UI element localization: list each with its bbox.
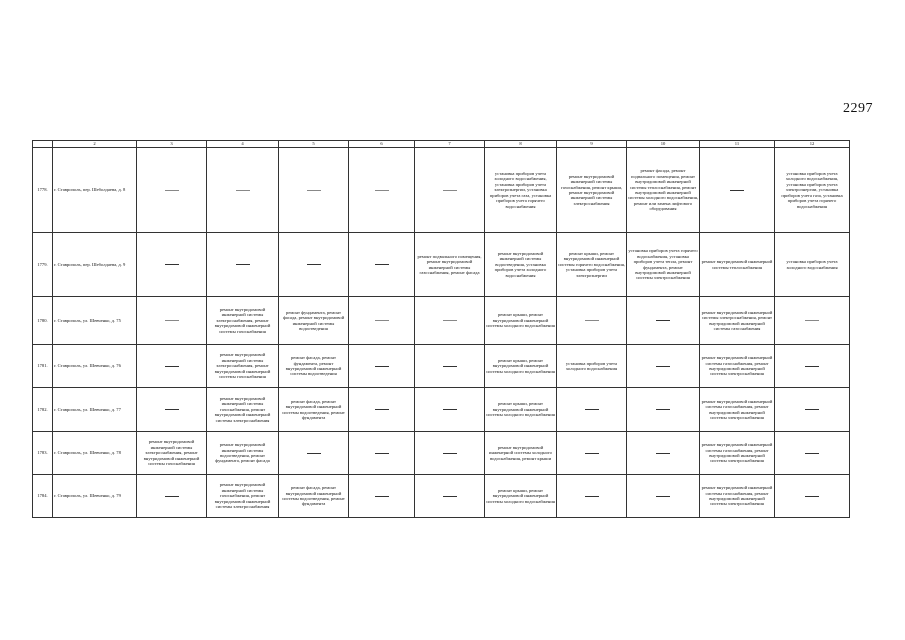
header-row: [33, 141, 850, 148]
header-cell: 4: [207, 141, 279, 148]
empty-cell: [557, 475, 627, 518]
program-table: [32, 140, 850, 518]
empty-cell: [627, 388, 700, 432]
work-cell: ремонт внутридомовой инженерной системы газоснабжения, ремонт внутридомовой инженерной системы электроснабжения: [700, 345, 775, 388]
address-cell: г. Ставрополь, ул. Шевченко, д. 75: [53, 297, 137, 345]
empty-cell: [775, 475, 850, 518]
empty-cell: [627, 345, 700, 388]
header-cell: 5: [279, 141, 349, 148]
table-row: [33, 432, 850, 475]
work-cell: ремонт внутридомовой инженерной системы газоснабжения, ремонт внутридомовой инженерной системы электроснабжения: [700, 388, 775, 432]
empty-cell: [775, 345, 850, 388]
address-cell: г. Ставрополь, пер. Шеболдаева, д. 9: [53, 233, 137, 297]
work-cell: ремонт внутридомовой инженерной системы газоснабжения, ремонт внутридомовой инженерной системы электроснабжения: [700, 432, 775, 475]
header-cell: 7: [415, 141, 485, 148]
work-cell: ремонт фасада, ремонт внутридомовой инженерной системы водоотведения, ремонт фундамента: [279, 475, 349, 518]
table-row: [33, 233, 850, 297]
empty-cell: [349, 297, 415, 345]
row-number: 1781.: [33, 345, 53, 388]
row-number: 1780.: [33, 297, 53, 345]
empty-cell: [775, 388, 850, 432]
row-number: 1779.: [33, 233, 53, 297]
work-cell: ремонт фундамента, ремонт фасада, ремонт внутридомовой инженерной системы водоотведения: [279, 297, 349, 345]
table-row: [33, 297, 850, 345]
empty-cell: [557, 432, 627, 475]
empty-cell: [279, 148, 349, 233]
work-cell: ремонт крыши, ремонт внутридомовой инженерной системы холодного водоснабжения: [485, 388, 557, 432]
header-cell: 3: [137, 141, 207, 148]
empty-cell: [349, 432, 415, 475]
empty-cell: [415, 388, 485, 432]
header-cell: 6: [349, 141, 415, 148]
work-cell: установка приборов учета холодного водоснабжения: [775, 233, 850, 297]
empty-cell: [627, 475, 700, 518]
address-cell: г. Ставрополь, ул. Шевченко, д. 79: [53, 475, 137, 518]
work-cell: ремонт внутридомовой инженерной системы электроснабжения, ремонт внутридомовой инженерной системы газоснабжения: [207, 345, 279, 388]
row-number: 1784.: [33, 475, 53, 518]
page-number: 2297: [843, 101, 873, 116]
empty-cell: [349, 388, 415, 432]
header-cell: 11: [700, 141, 775, 148]
empty-cell: [415, 148, 485, 233]
empty-cell: [415, 475, 485, 518]
empty-cell: [700, 148, 775, 233]
table-row: [33, 475, 850, 518]
address-cell: г. Ставрополь, пер. Шеболдаева, д. 8: [53, 148, 137, 233]
empty-cell: [137, 148, 207, 233]
header-cell: 10: [627, 141, 700, 148]
empty-cell: [349, 345, 415, 388]
work-cell: ремонт внутридомовой инженерной системы электроснабжения, ремонт внутридомовой инженерной системы газоснабжения: [137, 432, 207, 475]
work-cell: установка приборов учета холодного водоснабжения, установка приборов учета электроэнергии, установка приборов учета газа, установка приборов учета горячего водоснабжения: [775, 148, 850, 233]
empty-cell: [415, 432, 485, 475]
empty-cell: [137, 475, 207, 518]
table-row: [33, 148, 850, 233]
work-cell: ремонт подвального помещения, ремонт внутридомовой инженерной системы газоснабжения, ремонт фасада: [415, 233, 485, 297]
work-cell: ремонт крыши, ремонт внутридомовой инженерной системы холодного водоснабжения: [485, 345, 557, 388]
empty-cell: [279, 233, 349, 297]
work-cell: установка приборов учета холодного водоснабжения: [557, 345, 627, 388]
table-row: [33, 388, 850, 432]
empty-cell: [137, 388, 207, 432]
work-cell: ремонт внутридомовой инженерной системы газоснабжения, ремонт внутридомовой инженерной системы электроснабжения: [207, 388, 279, 432]
work-cell: ремонт внутридомовой инженерной системы электроснабжения, ремонт внутридомовой инженерной системы газоснабжения: [207, 297, 279, 345]
work-cell: ремонт внутридомовой инженерной системы водоотведения, ремонт фундамента, ремонт фасада: [207, 432, 279, 475]
empty-cell: [137, 297, 207, 345]
row-number: 1783.: [33, 432, 53, 475]
work-cell: ремонт внутридомовой инженерной системы газоснабжения, ремонт крыши, ремонт внутридомовой инженерной системы электроснабжения: [557, 148, 627, 233]
work-cell: ремонт фасада, ремонт внутридомовой инженерной системы водоотведения, ремонт фундамента: [279, 388, 349, 432]
empty-cell: [349, 233, 415, 297]
empty-cell: [349, 475, 415, 518]
row-number: 1782.: [33, 388, 53, 432]
work-cell: установка приборов учета горячего водоснабжения, установка приборов учета тепла, ремонт фундамента, ремонт внутридомовой инженерной системы электроснабжения: [627, 233, 700, 297]
empty-cell: [557, 297, 627, 345]
empty-cell: [415, 297, 485, 345]
row-number: 1778.: [33, 148, 53, 233]
address-cell: г. Ставрополь, ул. Шевченко, д. 76: [53, 345, 137, 388]
empty-cell: [627, 432, 700, 475]
work-cell: установка приборов учета холодного водоснабжения, установка приборов учета электроэнергии, установка приборов учета газа, установка приборов учета горячего водоснабжения: [485, 148, 557, 233]
header-cell: 9: [557, 141, 627, 148]
empty-cell: [279, 432, 349, 475]
empty-cell: [627, 297, 700, 345]
work-cell: ремонт фасада, ремонт фундамента, ремонт внутридомовой инженерной системы водоотведения: [279, 345, 349, 388]
work-cell: ремонт крыши, ремонт внутридомовой инженерной системы холодного водоснабжения: [485, 475, 557, 518]
address-cell: г. Ставрополь, ул. Шевченко, д. 78: [53, 432, 137, 475]
work-cell: ремонт крыши, ремонт внутридомовой инженерной системы холодного водоснабжения: [485, 297, 557, 345]
work-cell: ремонт внутридомовой инженерной системы холодного водоснабжения, ремонт крыши: [485, 432, 557, 475]
address-cell: г. Ставрополь, ул. Шевченко, д. 77: [53, 388, 137, 432]
header-cell: [33, 141, 53, 148]
work-cell: ремонт внутридомовой инженерной системы газоснабжения, ремонт внутридомовой инженерной системы электроснабжения: [207, 475, 279, 518]
empty-cell: [137, 233, 207, 297]
work-cell: ремонт внутридомовой инженерной системы водоотведения, установка приборов учета холодного водоснабжения: [485, 233, 557, 297]
empty-cell: [207, 148, 279, 233]
empty-cell: [775, 297, 850, 345]
work-cell: ремонт внутридомовой инженерной системы электроснабжения, ремонт внутридомовой инженерной системы газоснабжения: [700, 297, 775, 345]
empty-cell: [349, 148, 415, 233]
empty-cell: [137, 345, 207, 388]
header-cell: 2: [53, 141, 137, 148]
empty-cell: [775, 432, 850, 475]
work-cell: ремонт внутридомовой инженерной системы газоснабжения, ремонт внутридомовой инженерной системы электроснабжения: [700, 475, 775, 518]
table-row: [33, 345, 850, 388]
empty-cell: [207, 233, 279, 297]
header-cell: 12: [775, 141, 850, 148]
header-cell: 8: [485, 141, 557, 148]
work-cell: ремонт внутридомовой инженерной системы теплоснабжения: [700, 233, 775, 297]
work-cell: ремонт крыши, ремонт внутридомовой инженерной системы горячего водоснабжения, установка приборов учета электроэнергии: [557, 233, 627, 297]
empty-cell: [557, 388, 627, 432]
work-cell: ремонт фасада, ремонт подвального помещения, ремонт внутридомовой инженерной системы теплоснабжения, ремонт внутридомовой инженерной системы холодного водоснабжения, ремонт или замена лифтового оборудования: [627, 148, 700, 233]
empty-cell: [415, 345, 485, 388]
